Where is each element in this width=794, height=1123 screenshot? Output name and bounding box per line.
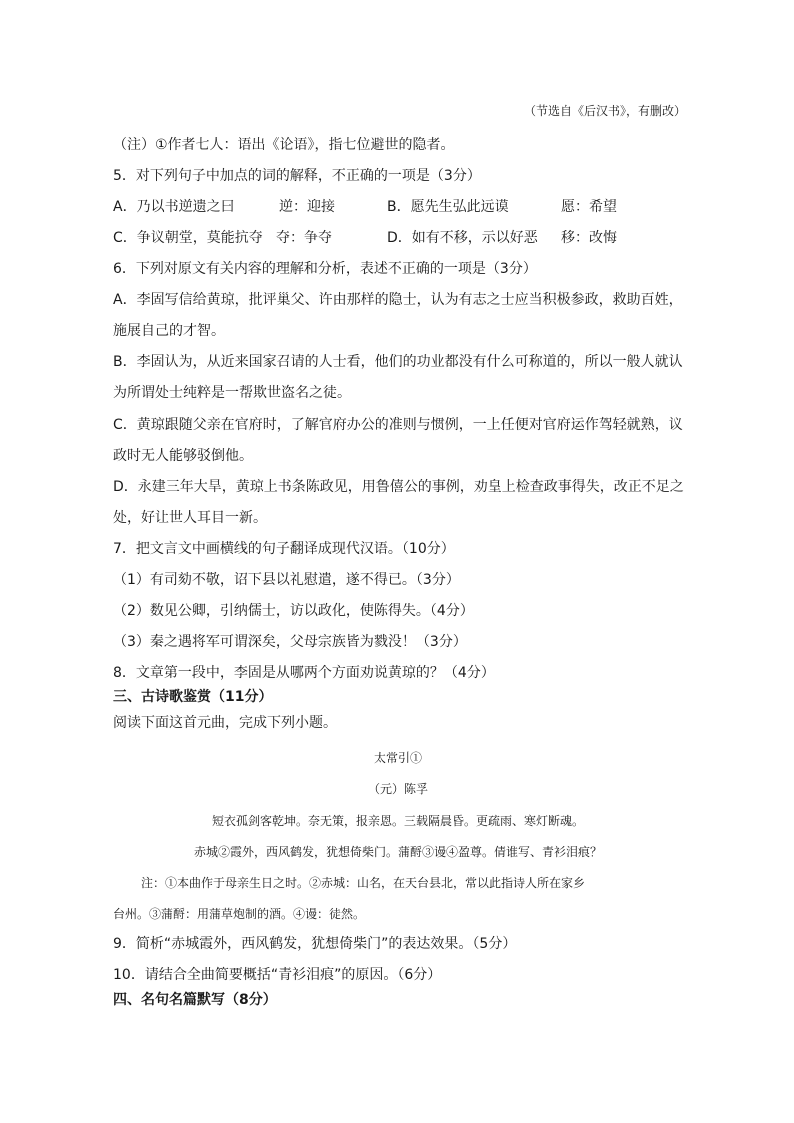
footnote: （注）①作者七人：语出《论语》，指七位避世的隐者。	[113, 137, 455, 153]
q8-stem: 8．文章第一段中，李固是从哪两个方面劝说黄琼的？（4分）	[113, 665, 495, 681]
q6-option-b-line1: B．李固认为，从近来国家召请的人士看，他们的功业都没有什么可称道的，所以一般人就认	[113, 354, 683, 370]
q5-option-b: B．愿先生弘此远谟	[387, 199, 509, 215]
section-4-heading: 四、名句名篇默写（8分）	[113, 992, 277, 1008]
q5-option-c-gloss: 夺：争夺	[276, 230, 332, 246]
poem-note-line2: 台州。③蒲酹：用蒲草炮制的酒。④谩：徒然。	[113, 907, 366, 921]
q6-option-c-line2: 政时无人能够驳倒他。	[113, 448, 253, 464]
q5-option-c: C．争议朝堂，莫能抗夺	[113, 230, 263, 246]
q7-sentence-3: （3）秦之遇将军可谓深矣，父母宗族皆为戮没！（3分）	[113, 634, 467, 650]
q6-stem: 6．下列对原文有关内容的理解和分析，表述不正确的一项是（3分）	[113, 261, 537, 277]
q5-stem: 5．对下列句子中加点的词的解释，不正确的一项是（3分）	[113, 168, 481, 184]
q6-option-c-line1: C．黄琼跟随父亲在官府时，了解官府办公的准则与惯例，一上任便对官府运作驾轻就熟，议	[113, 417, 683, 433]
q6-option-a-line1: A．李固写信给黄琼，批评巢父、许由那样的隐士，认为有志之士应当积极参政，救助百姓，	[113, 292, 683, 308]
source-note: （节选自《后汉书》，有删改）	[523, 104, 686, 118]
q6-option-b-line2: 为所谓处士纯粹是一帮欺世盗名之徒。	[113, 385, 351, 401]
q9-stem: 9．简析“赤城霞外，西风鹤发，犹想倚柴门”的表达效果。（5分）	[113, 936, 517, 952]
section-3-heading: 三、古诗歌鉴赏（11分）	[113, 689, 273, 705]
q7-stem: 7．把文言文中画横线的句子翻译成现代汉语。（10分）	[113, 541, 455, 557]
q7-sentence-2: （2）数见公卿，引纳儒士，访以政化，使陈得失。（4分）	[113, 603, 474, 619]
q7-sentence-1: （1）有司劾不敬，诏下县以礼慰遣，遂不得已。（3分）	[113, 572, 460, 588]
q6-option-d-line2: 处，好让世人耳目一新。	[113, 510, 267, 526]
q5-option-a: A．乃以书逆遗之曰	[113, 199, 235, 215]
q5-option-a-gloss: 逆：迎接	[279, 199, 335, 215]
q5-option-d-gloss: 移：改悔	[561, 230, 617, 246]
poem-author: （元）陈孚	[367, 782, 428, 796]
q6-option-a-line2: 施展自己的才智。	[113, 323, 225, 339]
poem-note-line1: 注：①本曲作于母亲生日之时。②赤城：山名，在天台县北，常以此指诗人所在家乡	[141, 876, 586, 890]
q5-option-d: D．如有不移，示以好恶	[387, 230, 538, 246]
poem-title: 太常引①	[373, 751, 422, 765]
section-3-intro: 阅读下面这首元曲，完成下列小题。	[113, 715, 337, 731]
q5-option-b-gloss: 愿：希望	[561, 199, 617, 215]
poem-line-2: 赤城②霞外，西风鹤发，犹想倚柴门。蒲酹③谩④盈尊。倩谁写、青衫泪痕？	[193, 845, 602, 859]
q6-option-d-line1: D．永建三年大旱，黄琼上书条陈政见，用鲁僖公的事例，劝皇上检查政事得失，改正不足之	[113, 479, 684, 495]
q10-stem: 10．请结合全曲简要概括“青衫泪痕”的原因。（6分）	[113, 967, 442, 983]
poem-line-1: 短衣孤剑客乾坤。奈无策，报亲恩。三载隔晨昏。更疏雨、寒灯断魂。	[211, 814, 584, 828]
